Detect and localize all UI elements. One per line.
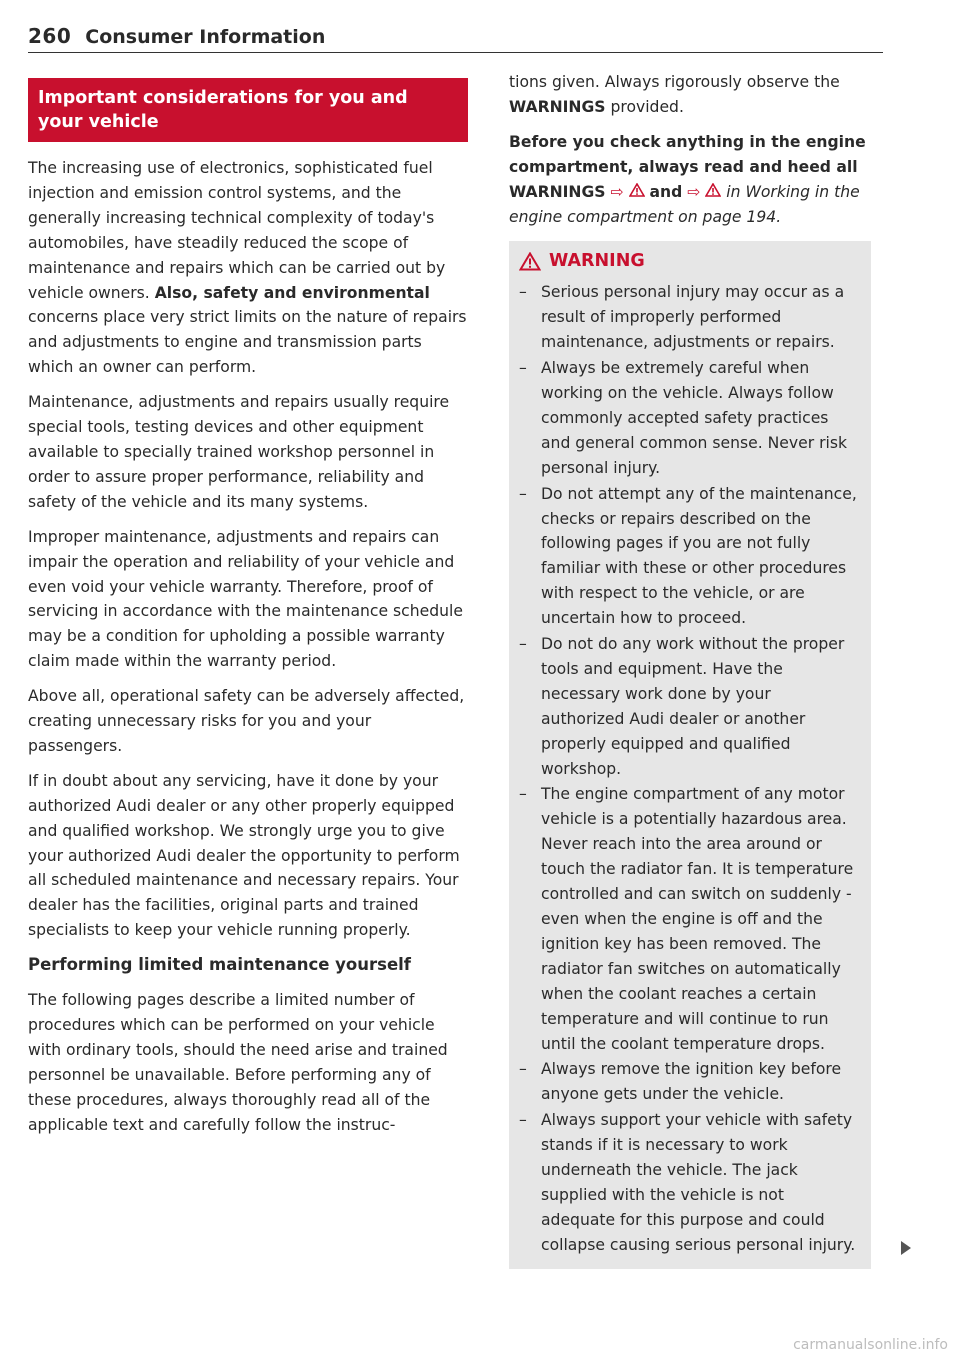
reference-arrow: ⇨ bbox=[610, 182, 624, 201]
right-column bbox=[509, 70, 871, 1269]
paragraph-6: The following pages describe a limited number of procedures which can be performed on your vehicle with ordinary tools, should the need arise and trained personnel be unavailable. Before performing any of these procedures, always thoroughly read all of the applicable text and carefully follow the instruc- bbox=[28, 991, 448, 1134]
warning-heading: WARNING bbox=[519, 249, 859, 274]
list-item: – The engine compartment of any motor vehicle is a potentially hazardous area. Never reach into the area around or touch the radiator fan. It is temperature controlled and can switch on suddenly - even when the engine is off and the ignition key has been removed. The radiator fan switches on automatically when the coolant reaches a certain temperature and will continue to run until the coolant temperature drops. bbox=[519, 782, 859, 1056]
reference-arrow: ⇨ bbox=[687, 182, 701, 201]
list-item: – Always be extremely careful when working on the vehicle. Always follow commonly accepted safety practices and general common sense. Never risk personal injury. bbox=[519, 356, 859, 481]
warning-triangle-icon bbox=[519, 252, 541, 271]
engine-warning-paragraph: Before you check anything in the engine compartment, always read and heed all WARNINGS ⇨ and ⇨ in Working in the engine compartment on page 194. bbox=[509, 132, 866, 226]
paragraph-5: If in doubt about any servicing, have it done by your authorized Audi dealer or any other properly equipped and qualified workshop. We strongly urge you to give your authorized Audi dealer the opportunity to perform all scheduled maintenance and necessary repairs. Your dealer has the facilities, original parts and trained specialists to keep your vehicle running properly. bbox=[28, 771, 460, 940]
continued-paragraph: tions given. Always rigorously observe the WARNINGS provided. bbox=[509, 73, 840, 116]
watermark: carmanualsonline.info bbox=[793, 1337, 948, 1353]
list-item: – Always remove the ignition key before anyone gets under the vehicle. bbox=[519, 1057, 859, 1107]
list-item: – Do not attempt any of the maintenance, checks or repairs described on the following pages if you are not fully familiar with these or other procedures with respect to the vehicle, or are uncertain how to proceed. bbox=[519, 482, 859, 631]
section-title: Consumer Information bbox=[85, 26, 326, 48]
warning-triangle-icon bbox=[705, 183, 721, 197]
warning-triangle-icon bbox=[629, 183, 645, 197]
subheading: Performing limited maintenance yourself bbox=[28, 955, 411, 975]
warning-list bbox=[519, 280, 859, 1257]
paragraph-2: Maintenance, adjustments and repairs usually require special tools, testing devices and other equipment available to specially trained workshop personnel in order to assure proper performance, reliability and safety of the vehicle and its many systems. bbox=[28, 393, 450, 511]
section-heading: Important considerations for you and your vehicle bbox=[28, 78, 468, 142]
page-reference: in Working in the engine compartment on page 194. bbox=[509, 182, 860, 226]
paragraph-4: Above all, operational safety can be adversely affected, creating unnecessary risks for you and your passengers. bbox=[28, 687, 465, 755]
page-header bbox=[28, 24, 883, 53]
warning-box bbox=[509, 241, 871, 1268]
left-column bbox=[28, 70, 468, 1148]
paragraph-1: The increasing use of electronics, sophisticated fuel injection and emission control systems, and the generally increasing technical complexity of today's automobiles, have steadily reduced the scope of maintenance and repairs which can be carried out by vehicle owners. Also, safety and environmental concerns place very strict limits on the nature of repairs and adjustments to engine and transmission parts which an owner can perform. bbox=[28, 159, 467, 377]
page-number: 260 bbox=[28, 24, 72, 48]
list-item: – Serious personal injury may occur as a result of improperly performed maintenance, adjustments or repairs. bbox=[519, 280, 859, 355]
continue-arrow-icon bbox=[901, 1241, 911, 1255]
paragraph-3: Improper maintenance, adjustments and repairs can impair the operation and reliability of your vehicle and even void your vehicle warranty. Therefore, proof of servicing in accordance with the maintenance schedule may be a condition for upholding a possible warranty claim made within the warranty period. bbox=[28, 527, 463, 671]
list-item: – Do not do any work without the proper tools and equipment. Have the necessary work done by your authorized Audi dealer or another properly equipped and qualified workshop. bbox=[519, 632, 859, 781]
list-item: – Always support your vehicle with safety stands if it is necessary to work underneath the vehicle. The jack supplied with the vehicle is not adequate for this purpose and could collapse causing serious personal injury. bbox=[519, 1108, 859, 1257]
